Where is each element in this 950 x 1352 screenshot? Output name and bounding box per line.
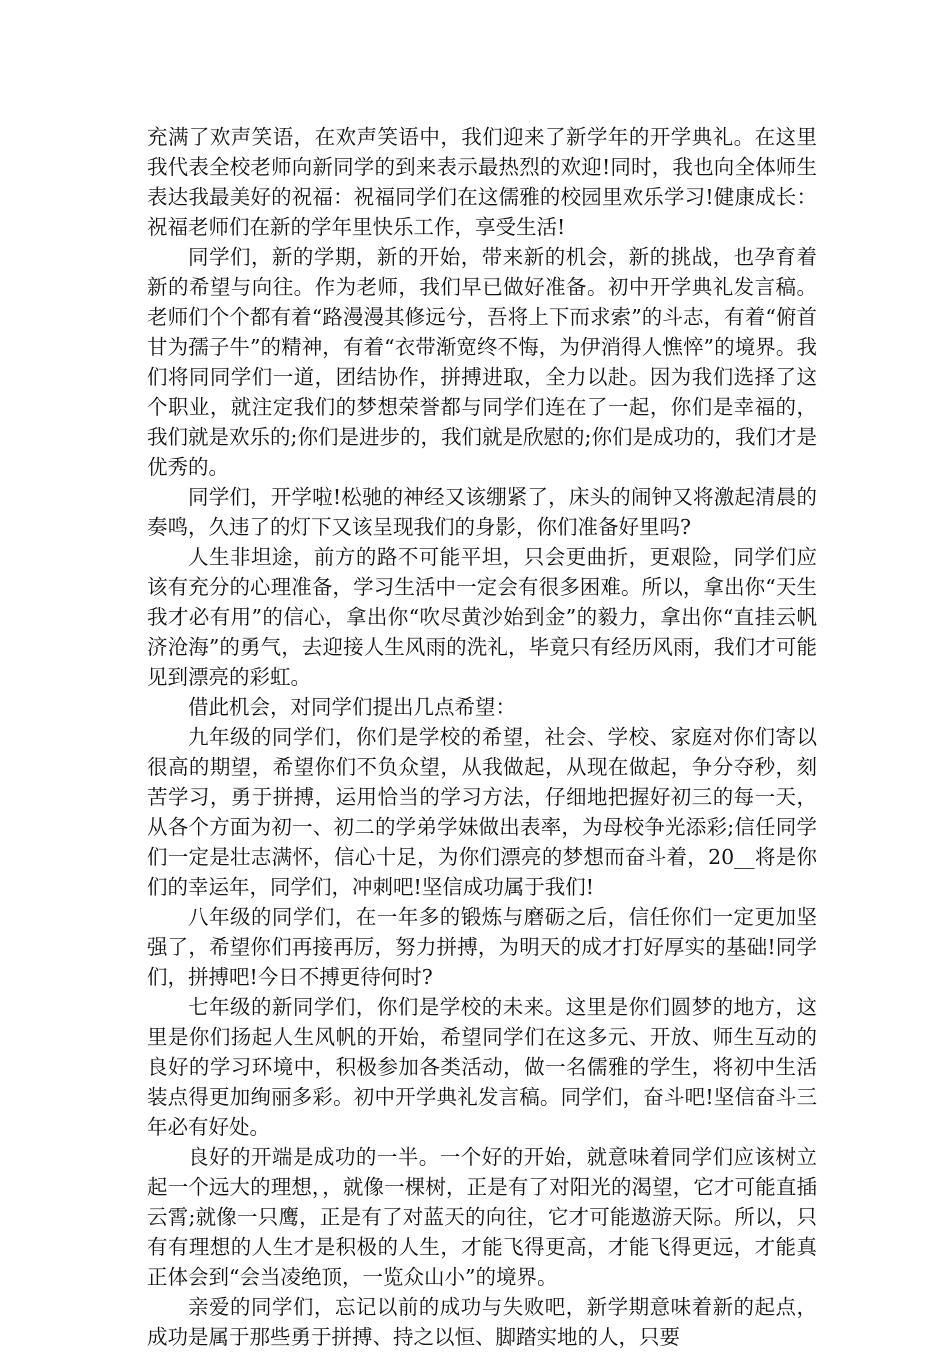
paragraph-4: 人生非坦途，前方的路不可能平坦，只会更曲折，更艰险，同学们应该有充分的心理准备，学习生活中一定会有很多困难。所以，拿出你“天生我才必有用”的信心，拿出你“吹尽黄沙始到金”的毅力，拿出你“直挂云帆济沧海”的勇气，去迎接人生风雨的洗礼，毕竟只有经历风雨，我们才可能见到漂亮的彩虹。 <box>147 545 817 689</box>
document-body <box>147 122 817 1352</box>
paragraph-1: 充满了欢声笑语，在欢声笑语中，我们迎来了新学年的开学典礼。在这里我代表全校老师向新同学的到来表示最热烈的欢迎!同时，我也向全体师生表达我最美好的祝福：祝福同学们在这儒雅的校园里欢乐学习!健康成长：祝福老师们在新的学年里快乐工作，享受生活! <box>147 125 817 239</box>
paragraph-7: 八年级的同学们，在一年多的锻炼与磨砺之后，信任你们一定更加坚强了，希望你们再接再厉，努力拼搏，为明天的成才打好厚实的基础!同学们，拼搏吧!今日不搏更待何时? <box>147 905 817 989</box>
paragraph-10: 亲爱的同学们，忘记以前的成功与失败吧，新学期意味着新的起点，成功是属于那些勇于拼搏、持之以恒、脚踏实地的人，只要 <box>147 1295 817 1349</box>
paragraph-3: 同学们，开学啦!松驰的神经又该绷紧了，床头的闹钟又将激起清晨的奏鸣，久违了的灯下又该呈现我们的身影，你们准备好里吗? <box>147 485 817 539</box>
paragraph-9: 良好的开端是成功的一半。一个好的开始，就意味着同学们应该树立起一个远大的理想，，就像一棵树，正是有了对阳光的渴望，它才可能直插云霄;就像一只鹰，正是有了对蓝天的向往，它才可能遨游天际。所以，只有有理想的人生才是积极的人生，才能飞得更高，才能飞得更远，才能真正体会到“会当凌绝顶，一览众山小”的境界。 <box>147 1145 817 1289</box>
paragraph-2: 同学们，新的学期，新的开始，带来新的机会，新的挑战，也孕育着新的希望与向往。作为老师，我们早已做好准备。初中开学典礼发言稿。老师们个个都有着“路漫漫其修远兮，吾将上下而求索”的斗志，有着“俯首甘为孺子牛”的精神，有着“衣带渐宽终不悔，为伊消得人憔悴”的境界。我们将同同学们一道，团结协作，拼搏进取，全力以赴。因为我们选择了这个职业，就注定我们的梦想荣誉都与同学们连在了一起，你们是幸福的，我们就是欢乐的;你们是进步的，我们就是欣慰的;你们是成功的，我们才是优秀的。 <box>147 245 817 479</box>
paragraph-5: 借此机会，对同学们提出几点希望： <box>188 695 516 719</box>
paragraph-8: 七年级的新同学们，你们是学校的未来。这里是你们圆梦的地方，这里是你们扬起人生风帆的开始，希望同学们在这多元、开放、师生互动的良好的学习环境中，积极参加各类活动，做一名儒雅的学生，将初中生活装点得更加绚丽多彩。初中开学典礼发言稿。同学们，奋斗吧!坚信奋斗三年必有好处。 <box>147 995 817 1139</box>
paragraph-6: 九年级的同学们，你们是学校的希望，社会、学校、家庭对你们寄以很高的期望，希望你们不负众望，从我做起，从现在做起，争分夺秒，刻苦学习，勇于拼搏，运用恰当的学习方法，仔细地把握好初三的每一天，从各个方面为初一、初二的学弟学妹做出表率，为母校争光添彩;信任同学们一定是壮志满怀，信心十足，为你们漂亮的梦想而奋斗着，20__将是你们的幸运年，同学们，冲刺吧!坚信成功属于我们! <box>147 725 817 899</box>
